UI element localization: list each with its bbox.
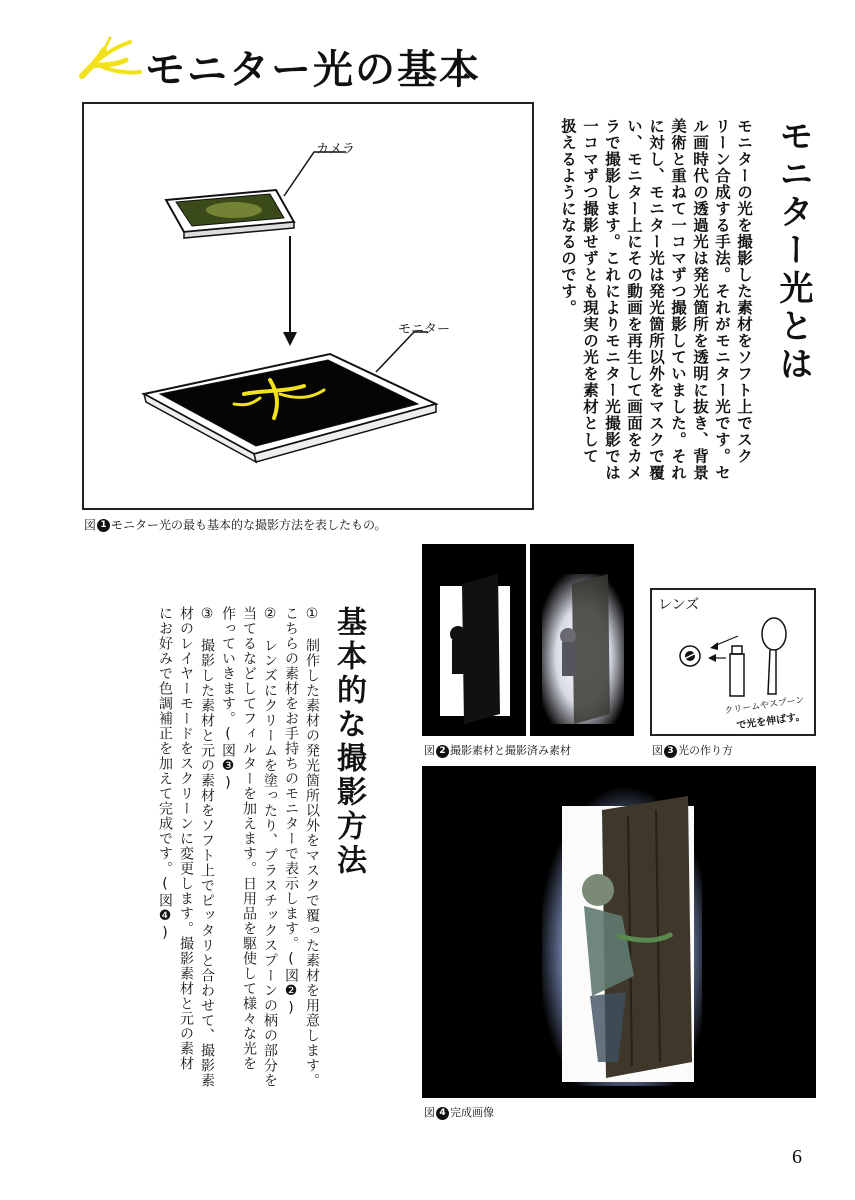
figure1-caption [84, 516, 387, 533]
step-line: にお好みで色調補正を加えて完成です。(図❹) [157, 606, 173, 942]
caption-prefix: 図 [424, 744, 435, 757]
figure2-photo-shot [530, 544, 634, 736]
caption-prefix: 図 [84, 518, 97, 532]
camera-monitor-illustration [84, 104, 532, 508]
page-number: 6 [792, 1146, 802, 1168]
step-line: ① 制作した素材の発光箇所以外をマスクで覆った素材を用意します。 [304, 606, 320, 1088]
section1-line: ル画時代の透過光は発光箇所を透明に抜き、背景 [691, 118, 709, 481]
caption-number-badge: 3 [664, 745, 677, 758]
monitor-label: モニター [398, 322, 451, 337]
figure1-diagram [82, 102, 534, 510]
figure4-final-image [422, 766, 816, 1098]
section1-line: 美術と重ねて一コマずつ撮影していました。それ [669, 118, 687, 481]
monitor-icon [144, 354, 436, 462]
sketch-title: レンズ [658, 597, 700, 613]
camera-icon [166, 190, 294, 238]
step-line: 材のレイヤーモードをスクリーンに変更します。撮影素材と元の素材 [178, 606, 194, 1071]
section1-line: 扱えるようになるのです。 [559, 118, 577, 316]
caption-text: モニター光の最も基本的な撮影方法を表したもの。 [111, 518, 387, 532]
step-line: こちらの素材をお手持ちのモニターで表示します。(図❷) [283, 606, 299, 1017]
figure3-caption [652, 742, 733, 758]
header-logo-icon [78, 36, 144, 80]
section1-body [545, 118, 755, 518]
step-line: 作っていきます。(図❸) [220, 606, 236, 792]
caption-number-badge: 1 [97, 519, 110, 532]
section1-heading: モニター光とは [773, 118, 813, 384]
section1-line: 一コマずつ撮影せずとも現実の光を素材として [581, 118, 599, 465]
sketch-note-2: で光を伸ばす。 [735, 711, 806, 732]
figure3-sketch [650, 588, 816, 736]
sketch-note-1: クリームやスプーン [723, 695, 806, 717]
step-line: ③ 撮影した素材と元の素材をソフト上でピッタリと合わせて、撮影素 [199, 606, 215, 1088]
camera-label: カメラ [316, 142, 356, 157]
caption-prefix: 図 [424, 1106, 435, 1119]
section1-line: ラで撮影します。これによりモニター光撮影では [603, 118, 621, 481]
caption-text: 完成画像 [450, 1106, 494, 1119]
caption-prefix: 図 [652, 744, 663, 757]
section2-heading: 基本的な撮影方法 [331, 606, 366, 878]
section2-body [142, 606, 322, 1106]
figure4-caption [424, 1104, 494, 1120]
caption-text: 撮影素材と撮影済み素材 [450, 744, 571, 757]
step-line: ② レンズにクリームを塗ったり、プラスチックスプーンの柄の部分を [262, 606, 278, 1088]
section1-line: に対し、モニター光は発光箇所以外をマスクで覆 [647, 118, 665, 481]
section1-line: い、モニター上にその動画を再生して画面をカメ [625, 118, 643, 481]
caption-number-badge: 2 [436, 745, 449, 758]
figure2-caption [424, 742, 571, 758]
step-line: 当てるなどしてフィルターを加えます。日用品を駆使して様々な光を [241, 606, 257, 1071]
page-title: モニター光の基本 [145, 47, 481, 93]
section1-line: リーン合成する手法。それがモニター光です。セ [713, 118, 731, 481]
caption-number-badge: 4 [436, 1107, 449, 1120]
caption-text: 光の作り方 [678, 744, 733, 757]
section1-line: モニターの光を撮影した素材をソフト上でスク [735, 118, 753, 465]
figure2-photo-mask [422, 544, 526, 736]
